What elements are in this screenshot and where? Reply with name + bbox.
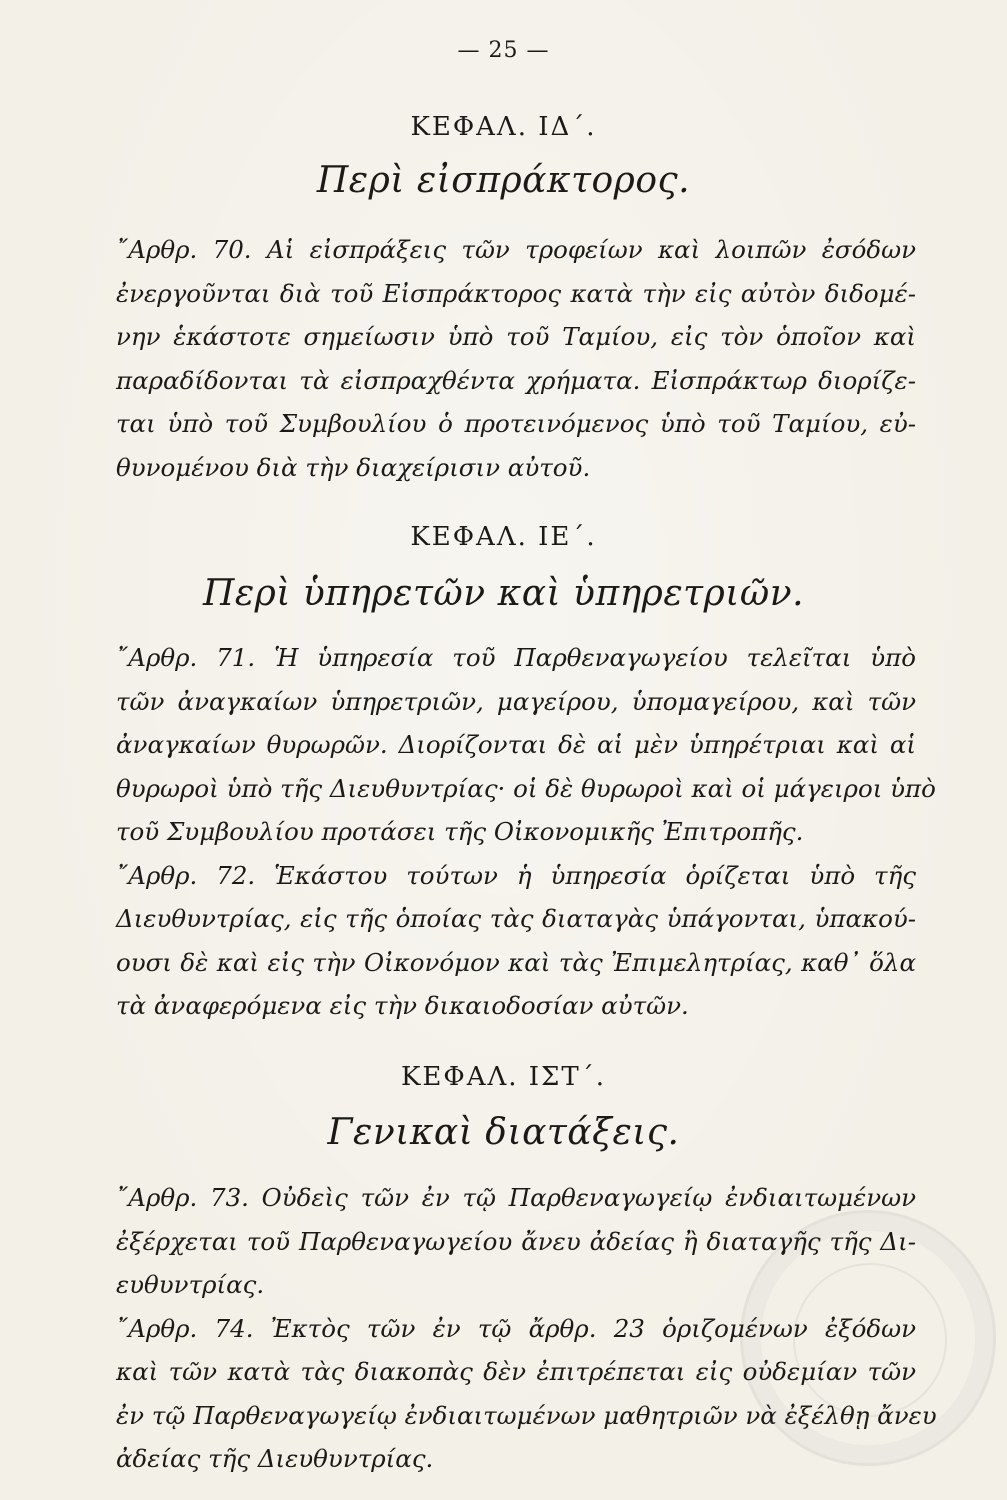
section-text xyxy=(116,1176,937,1481)
text-line: ται ὑπὸ τοῦ Συμβουλίου ὁ προτεινόμενος ὑπὸ τοῦ Ταμίου, εὐ- xyxy=(116,409,916,438)
chapter-heading: ΚΕΦΑΛ. ΙΔ΄. xyxy=(410,112,597,142)
text-line: ῎Αρθρ. 72. Ἑκάστου τούτων ἡ ὑπηρεσία ὁρίζεται ὑπὸ τῆς xyxy=(116,860,916,890)
chapter-heading: ΚΕΦΑΛ. ΙΣΤ΄. xyxy=(400,1062,607,1092)
text-line: ἐνεργοῦνται διὰ τοῦ Εἰσπράκτορος κατὰ τὴν εἰς αὐτὸν διδομέ- xyxy=(116,278,916,308)
text-line: ῎Αρθρ. 70. Αἱ εἰσπράξεις τῶν τροφείων καὶ λοιπῶν ἐσόδων xyxy=(116,235,916,264)
text-line: ευθυντρίας. xyxy=(116,1270,265,1299)
text-line: Διευθυντρίας, εἰς τῆς ὁποίας τὰς διαταγὰς ὑπάγονται, ὑπακού- xyxy=(116,904,916,933)
text-line: τοῦ Συμβουλίου προτάσει τῆς Οἰκονομικῆς Ἐπιτροπῆς. xyxy=(116,817,804,846)
text-line: ῎Αρθρ. 73. Οὐδεὶς τῶν ἐν τῷ Παρθεναγωγείῳ ἐνδιαιτωμένων xyxy=(116,1183,916,1212)
text-line: ῎Αρθρ. 74. Ἐκτὸς τῶν ἐν τῷ ἄρθρ. 23 ὁριζομένων ἐξόδων xyxy=(116,1313,916,1343)
text-line: τὰ ἀναφερόμενα εἰς τὴν δικαιοδοσίαν αὐτῶν. xyxy=(116,991,689,1020)
section-title: Περὶ ὑπηρετῶν καὶ ὑπηρετριῶν. xyxy=(202,573,805,614)
section-title: Περὶ εἰσπράκτορος. xyxy=(316,160,691,201)
page-number: — 25 — xyxy=(457,38,550,63)
section-text xyxy=(116,636,936,1028)
text-line: ἐξέρχεται τοῦ Παρθεναγωγείου ἄνευ ἀδείας ἢ διαταγῆς τῆς Δι- xyxy=(116,1226,916,1256)
text-line: ἀναγκαίων θυρωρῶν. Διορίζονται δὲ αἱ μὲν ὑπηρέτριαι καὶ αἱ xyxy=(116,730,916,759)
text-line: παραδίδονται τὰ εἰσπραχθέντα χρήματα. Εἰσπράκτωρ διορίζε- xyxy=(116,365,916,395)
text-line: ουσι δὲ καὶ εἰς τὴν Οἰκονόμον καὶ τὰς Ἐπιμελητρίας, καθ᾽ ὅλα xyxy=(116,947,916,977)
text-line: θυνομένου διὰ τὴν διαχείρισιν αὐτοῦ. xyxy=(116,452,591,482)
text-line: θυρωροὶ ὑπὸ τῆς Διευθυντρίας· οἱ δὲ θυρωροὶ καὶ οἱ μάγειροι ὑπὸ xyxy=(116,773,936,803)
section-title: Γενικαὶ διατάξεις. xyxy=(327,1112,680,1153)
text-line: ἐν τῷ Παρθεναγωγείῳ ἐνδιαιτωμένων μαθητριῶν νὰ ἐξέλθῃ ἄνευ xyxy=(116,1400,937,1430)
text-line: ῎Αρθρ. 71. Ἡ ὑπηρεσία τοῦ Παρθεναγωγείου τελεῖται ὑπὸ xyxy=(116,643,916,672)
section-text xyxy=(116,228,916,489)
text-line: ἀδείας τῆς Διευθυντρίας. xyxy=(116,1444,434,1473)
chapter-heading: ΚΕΦΑΛ. ΙΕ΄. xyxy=(410,522,597,552)
text-line: νην ἑκάστοτε σημείωσιν ὑπὸ τοῦ Ταμίου, εἰς τὸν ὁποῖον καὶ xyxy=(116,322,916,351)
text-line: τῶν ἀναγκαίων ὑπηρετριῶν, μαγείρου, ὑπομαγείρου, καὶ τῶν xyxy=(116,686,916,716)
text-line: καὶ τῶν κατὰ τὰς διακοπὰς δὲν ἐπιτρέπεται εἰς οὐδεμίαν τῶν xyxy=(116,1357,916,1386)
